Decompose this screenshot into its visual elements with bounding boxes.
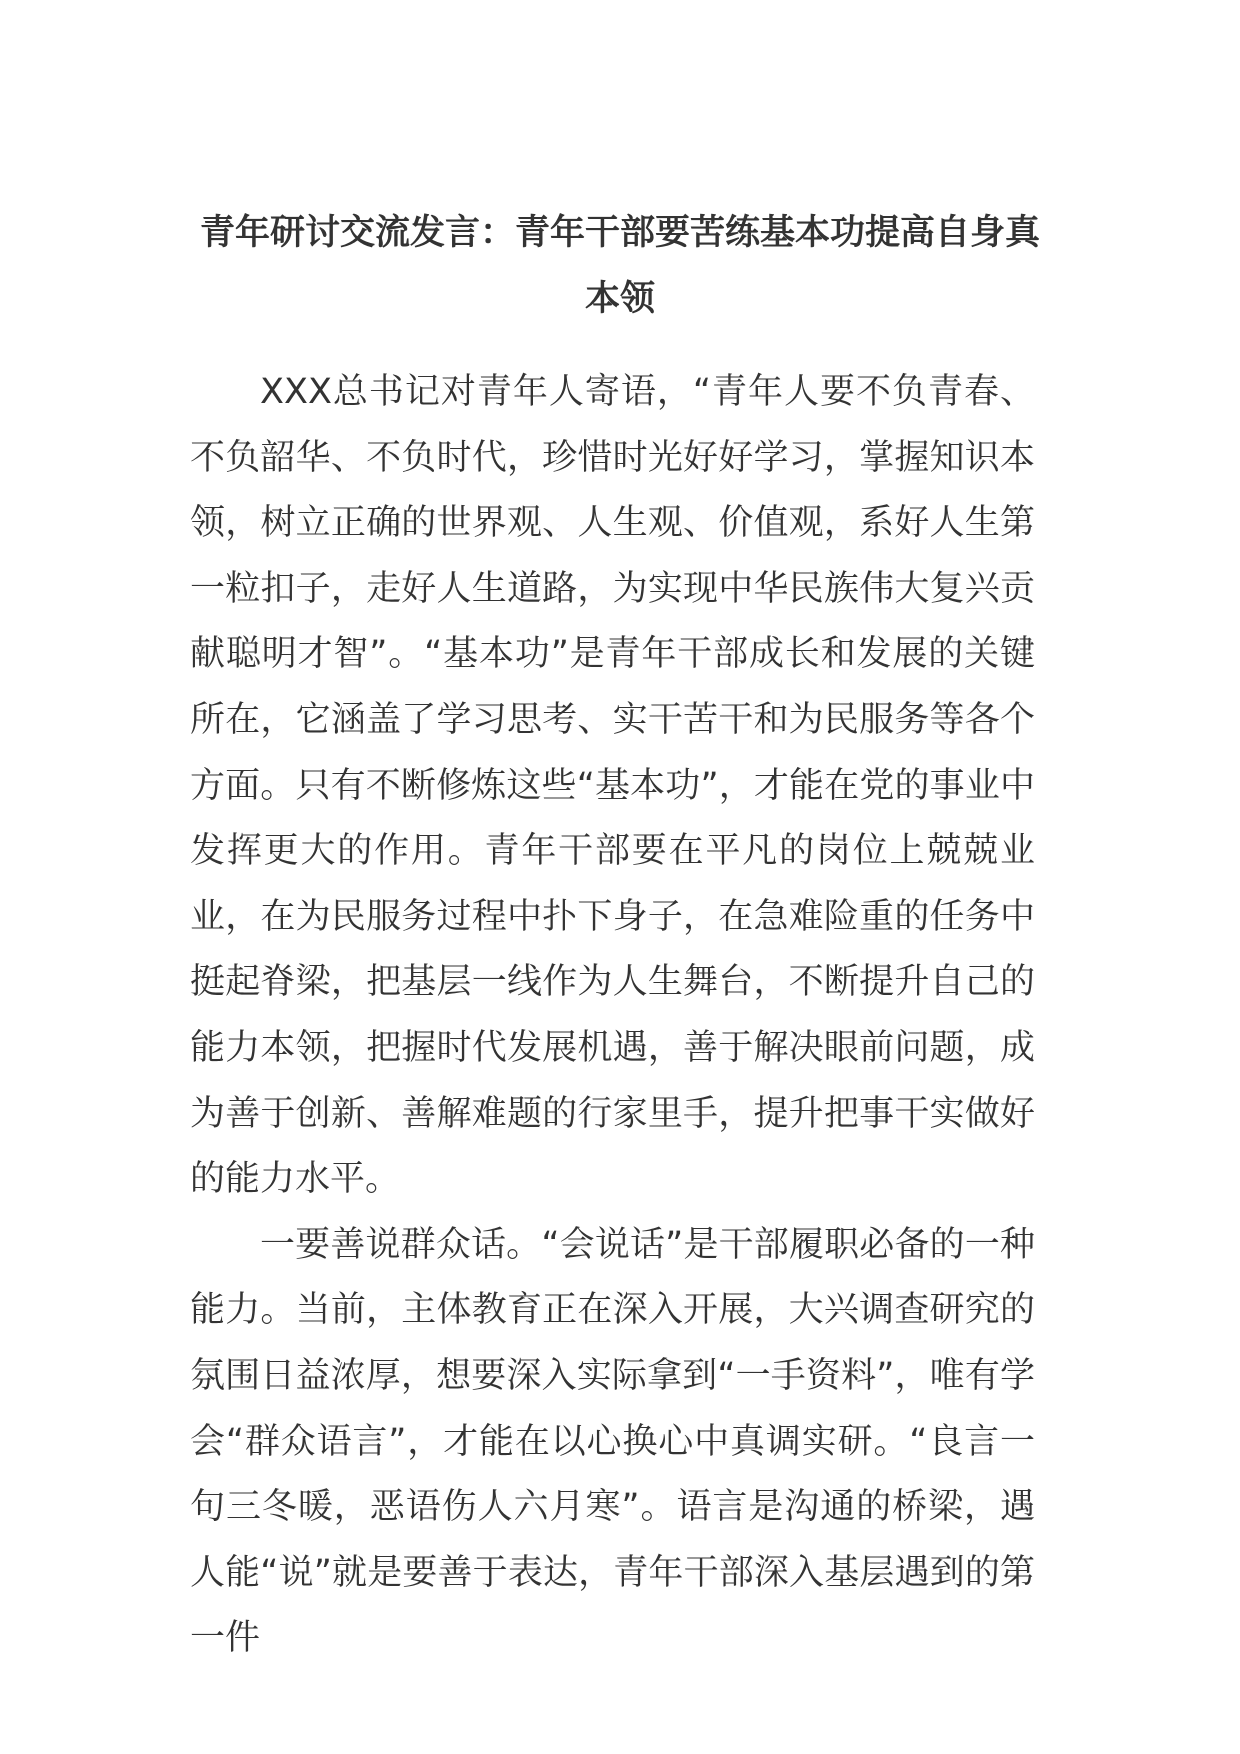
paragraph-point-one: 一要善说群众话。“会说话”是干部履职必备的一种能力。当前，主体教育正在深入开展，大兴调查研究的氛围日益浓厚，想要深入实际拿到“一手资料”，唯有学会“群众语言”，才能在以心换心中真调实研。“良言一句三冬暖，恶语伤人六月寒”。语言是沟通的桥梁，遇人能“说”就是要善于表达，青年干部深入基层遇到的第一件 (190, 1224, 1035, 1659)
document-title: 青年研讨交流发言：青年干部要苦练基本功提高自身真本领 (199, 213, 1040, 319)
paragraph-intro: XXX总书记对青年人寄语，“青年人要不负青春、不负韶华、不负时代，珍惜时光好好学习，掌握知识本领，树立正确的世界观、人生观、价值观，系好人生第一粒扣子，走好人生道路，为实现中华民族伟大复兴贡献聪明才智”。“基本功”是青年干部成长和发展的关键所在，它涵盖了学习思考、实干苦干和为民服务等各个方面。只有不断修炼这些“基本功”，才能在党的事业中发挥更大的作用。青年干部要在平凡的岗位上兢兢业业，在为民服务过程中扑下身子，在急难险重的任务中挺起脊梁，把基层一线作为人生舞台，不断提升自己的能力本领，把握时代发展机遇，善于解决眼前问题，成为善于创新、善解难题的行家里手，提升把事干实做好的能力水平。 (190, 372, 1035, 1200)
document-body (190, 360, 1035, 1672)
